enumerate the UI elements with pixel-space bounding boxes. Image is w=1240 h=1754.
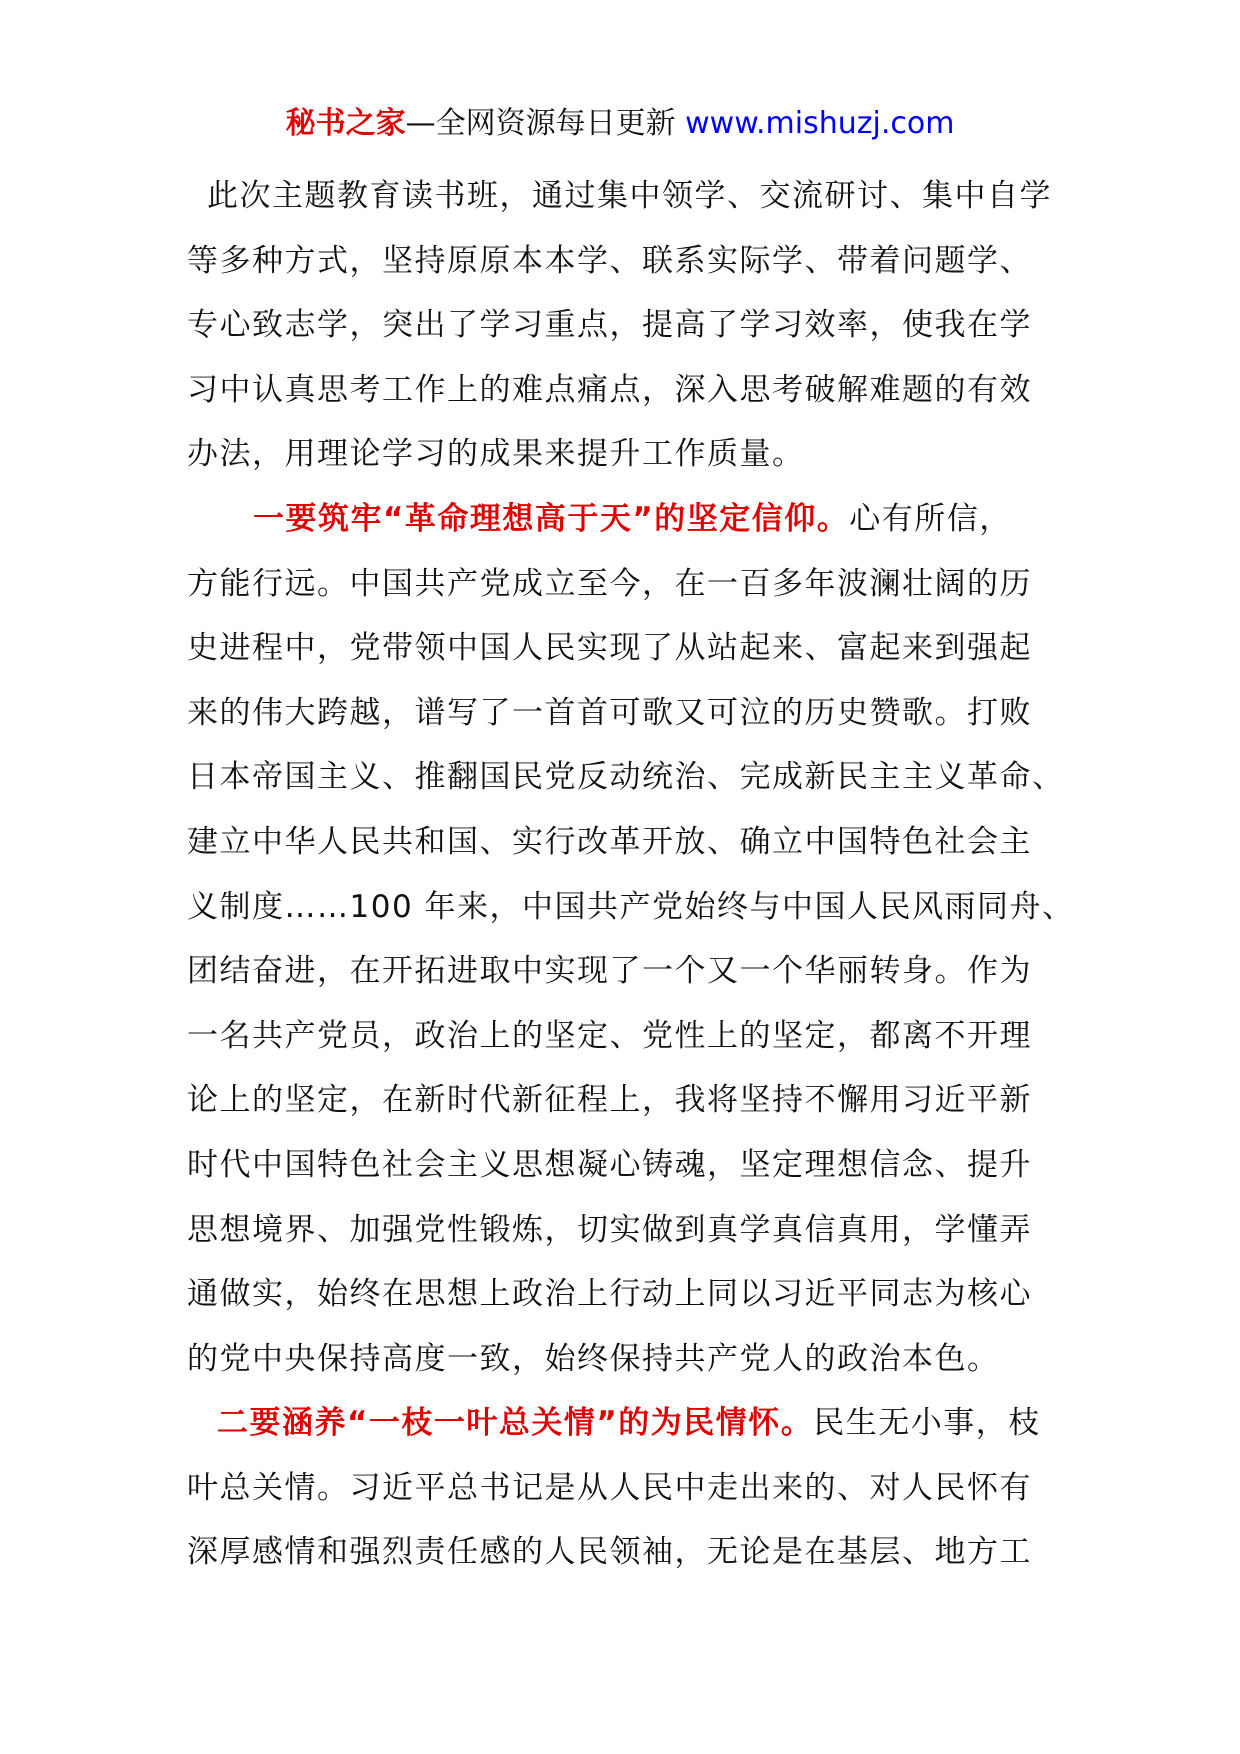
- paragraph-intro: [187, 164, 1057, 487]
- section-heading: 二要涵养“一枝一叶总关情”的为民情怀。: [217, 1405, 814, 1442]
- text-line: 时代中国特色社会主义思想凝心铸魂，坚定理想信念、提升: [187, 1146, 1032, 1183]
- text-line: 此次主题教育读书班，通过集中领学、交流研讨、集中自学: [207, 178, 1052, 214]
- text-line: 义制度……100 年来，中国共产党始终与中国人民风雨同舟、: [187, 888, 1075, 925]
- text-line: 思想境界、加强党性锻炼，切实做到真学真信真用，学懂弄: [187, 1211, 1032, 1248]
- section-heading: 一要筑牢“革命理想高于天”的坚定信仰。: [253, 500, 850, 537]
- text-line: 的党中央保持高度一致，始终保持共产党人的政治本色。: [187, 1340, 1000, 1377]
- site-name: 秘书之家: [285, 106, 406, 141]
- paragraph-second-point: [187, 1391, 1057, 1585]
- text-line: [187, 1391, 1057, 1456]
- text-fragment: 心有所信，: [849, 500, 1012, 537]
- page-header: [190, 100, 1050, 148]
- text-line: 叶总关情。习近平总书记是从人民中走出来的、对人民怀有: [187, 1469, 1032, 1506]
- text-fragment: 民生无小事，枝: [813, 1405, 1041, 1442]
- text-line: 习中认真思考工作上的难点痛点，深入思考破解难题的有效: [187, 371, 1032, 408]
- text-line: 办法，用理论学习的成果来提升工作质量。: [187, 436, 805, 473]
- text-line: 史进程中，党带领中国人民实现了从站起来、富起来到强起: [187, 630, 1032, 667]
- text-line: 方能行远。中国共产党成立至今，在一百多年波澜壮阔的历: [187, 565, 1032, 602]
- text-line: 论上的坚定，在新时代新征程上，我将坚持不懈用习近平新: [187, 1082, 1032, 1119]
- paragraph-first-point: [187, 487, 1075, 1391]
- text-line: 专心致志学，突出了学习重点，提高了学习效率，使我在学: [187, 307, 1032, 344]
- site-tagline: —全网资源每日更新: [405, 106, 686, 141]
- text-line: 团结奋进，在开拓进取中实现了一个又一个华丽转身。作为: [187, 953, 1032, 990]
- text-line: 通做实，始终在思想上政治上行动上同以习近平同志为核心: [187, 1276, 1032, 1313]
- document-body: [187, 164, 1075, 1585]
- text-line: 深厚感情和强烈责任感的人民领袖，无论是在基层、地方工: [187, 1534, 1032, 1571]
- text-line: 一名共产党员，政治上的坚定、党性上的坚定，都离不开理: [187, 1017, 1032, 1054]
- text-line: 等多种方式，坚持原原本本学、联系实际学、带着问题学、: [187, 242, 1032, 279]
- text-line: 日本帝国主义、推翻国民党反动统治、完成新民主主义革命、: [187, 759, 1065, 796]
- text-line: [187, 487, 1057, 552]
- text-line: 建立中华人民共和国、实行改革开放、确立中国特色社会主: [187, 823, 1032, 860]
- text-line: 来的伟大跨越，谱写了一首首可歌又可泣的历史赞歌。打败: [187, 694, 1032, 731]
- site-url-link[interactable]: www.mishuzj.com: [685, 106, 955, 141]
